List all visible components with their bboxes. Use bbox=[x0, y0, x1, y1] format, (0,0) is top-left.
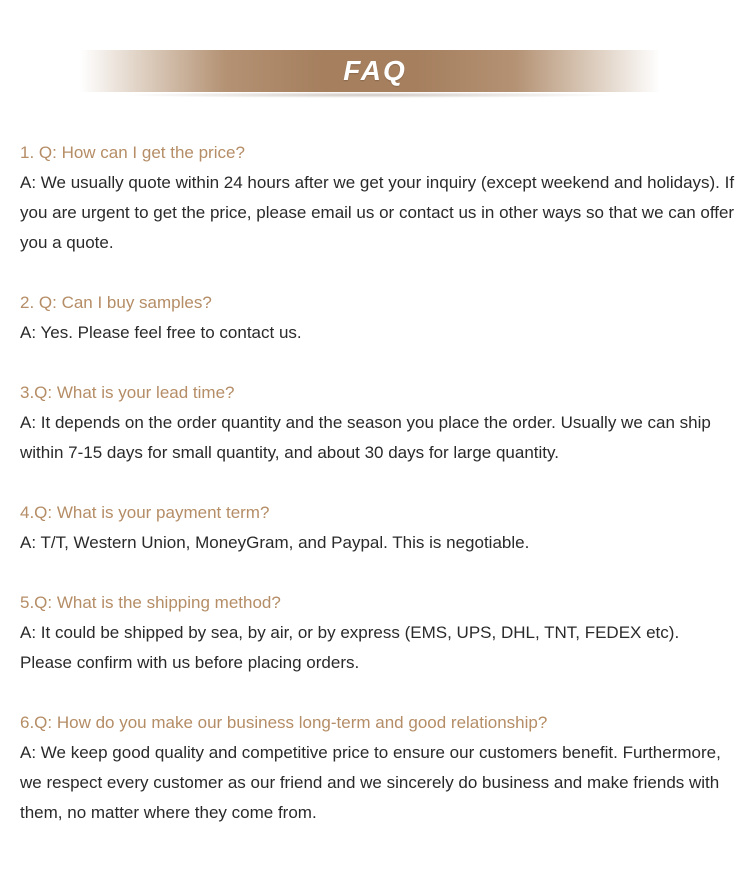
faq-answer: A: We usually quote within 24 hours after we get your inquiry (except weekend and holidays). If you are urgent to get the price, please email us or contact us in other ways so that we can offer you a quote. bbox=[20, 173, 735, 252]
faq-question: 1. Q: How can I get the price? bbox=[20, 143, 245, 162]
faq-banner bbox=[0, 44, 750, 100]
faq-question: 5.Q: What is the shipping method? bbox=[20, 593, 281, 612]
faq-answer: A: It depends on the order quantity and the season you place the order. Usually we can ship within 7-15 days for small quantity, and about 30 days for large quantity. bbox=[20, 413, 711, 462]
page-title: FAQ bbox=[343, 55, 407, 86]
faq-item-price bbox=[20, 138, 735, 258]
faq-answer: A: It could be shipped by sea, by air, or by express (EMS, UPS, DHL, TNT, FEDEX etc). Please confirm with us before placing orders. bbox=[20, 623, 680, 672]
faq-question: 2. Q: Can I buy samples? bbox=[20, 293, 212, 312]
faq-item-samples bbox=[20, 288, 735, 348]
faq-list bbox=[20, 138, 735, 858]
faq-question: 6.Q: How do you make our business long-term and good relationship? bbox=[20, 713, 548, 732]
faq-item-payment bbox=[20, 498, 735, 558]
faq-question: 3.Q: What is your lead time? bbox=[20, 383, 235, 402]
faq-answer: A: T/T, Western Union, MoneyGram, and Paypal. This is negotiable. bbox=[20, 533, 530, 552]
faq-item-shipping bbox=[20, 588, 735, 678]
faq-question: 4.Q: What is your payment term? bbox=[20, 503, 270, 522]
banner-shadow bbox=[120, 92, 620, 98]
faq-item-relationship bbox=[20, 708, 735, 828]
faq-answer: A: Yes. Please feel free to contact us. bbox=[20, 323, 302, 342]
faq-answer: A: We keep good quality and competitive price to ensure our customers benefit. Furthermore, we respect every customer as our friend and we sincerely do business and make friends with them, no matter where they come from. bbox=[20, 743, 721, 822]
faq-item-lead-time bbox=[20, 378, 735, 468]
